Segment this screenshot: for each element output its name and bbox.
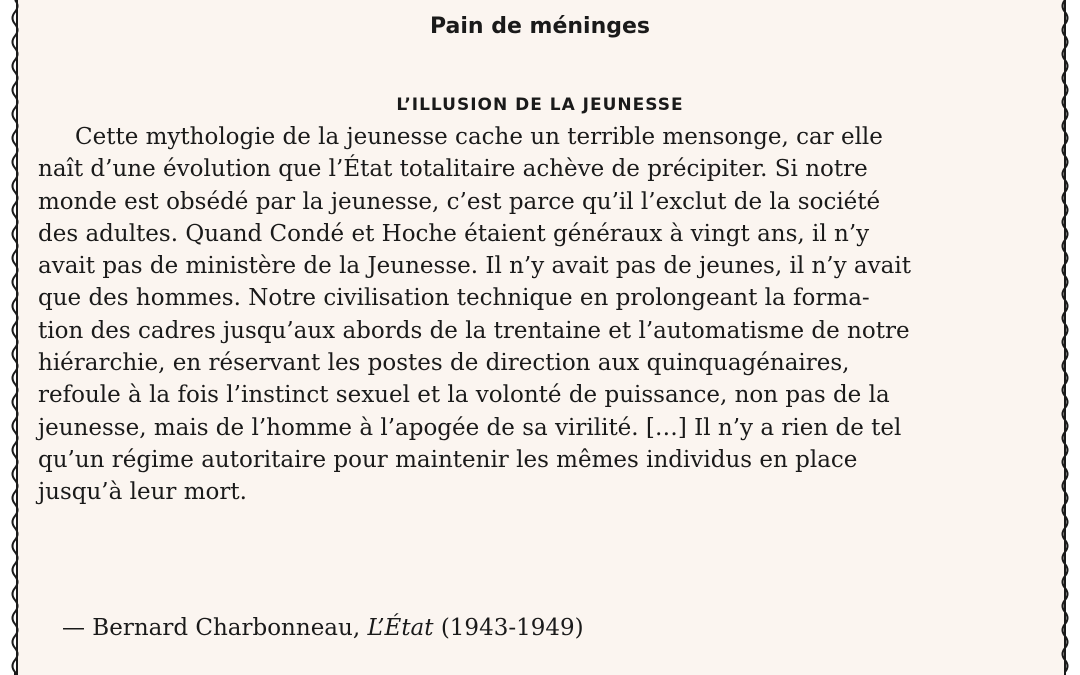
passage-line: jusqu’à leur mort. — [38, 479, 247, 506]
page-title: Pain de méninges — [429, 14, 651, 39]
attribution — [62, 612, 584, 644]
attribution-author: — Bernard Charbonneau, — [62, 615, 368, 641]
passage-line: hiérarchie, en réservant les postes de direction aux quinquagénaires, — [38, 350, 850, 377]
passage-line: que des hommes. Notre civilisation technique en prolongeant la forma- — [38, 285, 870, 312]
attribution-work-title: L’État — [367, 615, 434, 641]
quote-passage — [38, 121, 1048, 509]
passage-line: refoule à la fois l’instinct sexuel et la volonté de puissance, non pas de la — [38, 382, 890, 409]
passage-line: monde est obsédé par la jeunesse, c’est parce qu’il l’exclut de la société — [38, 188, 881, 215]
passage-line: Cette mythologie de la jeunesse cache un terrible mensonge, car elle — [75, 124, 883, 150]
passage-line: avait pas de ministère de la Jeunesse. Il n’y avait pas de jeunes, il n’y avait — [38, 253, 911, 280]
passage-line: des adultes. Quand Condé et Hoche étaient généraux à vingt ans, il n’y — [38, 220, 870, 247]
section-heading: L’ILLUSION DE LA JEUNESSE — [396, 95, 684, 115]
passage-line: qu’un régime autoritaire pour maintenir les mêmes individus en place — [38, 446, 858, 473]
passage-line: jeunesse, mais de l’homme à l’apogée de sa virilité. […] Il n’y a rien de tel — [38, 414, 902, 441]
passage-line: tion des cadres jusqu’aux abords de la trentaine et l’automatisme de notre — [38, 317, 910, 344]
attribution-years: (1943-1949) — [433, 615, 584, 641]
passage-line: naît d’une évolution que l’État totalitaire achève de précipiter. Si notre — [38, 156, 868, 183]
